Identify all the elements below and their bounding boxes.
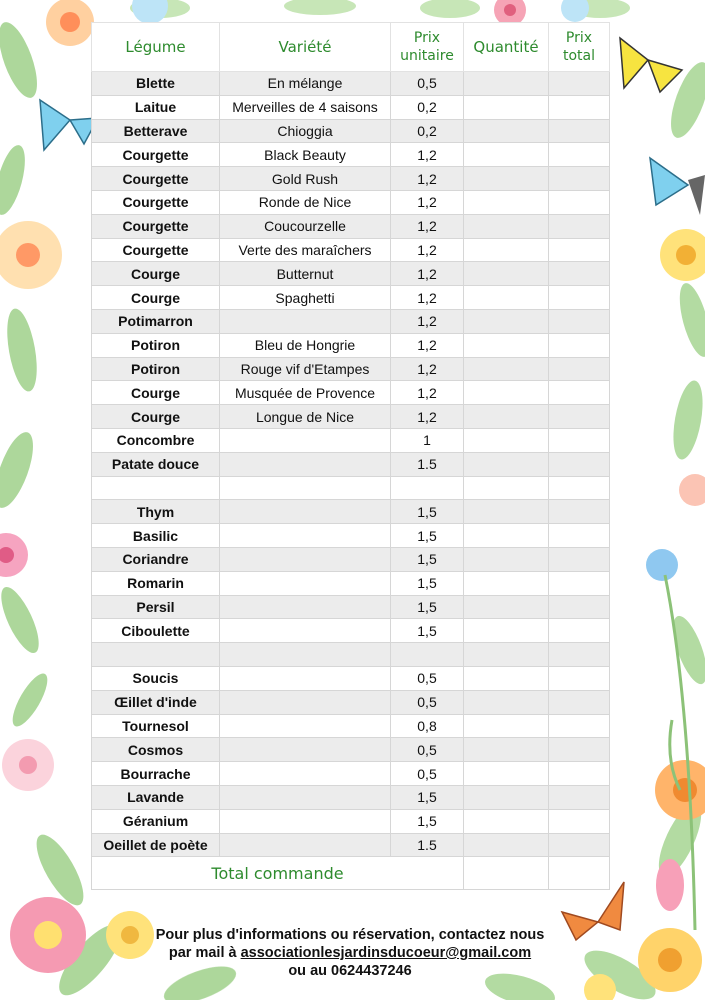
quantite-cell[interactable] <box>464 643 549 667</box>
quantite-cell[interactable] <box>464 809 549 833</box>
header-prix-total-line2: total <box>562 48 595 64</box>
quantite-cell[interactable] <box>464 738 549 762</box>
variete-cell: Verte des maraîchers <box>220 238 391 262</box>
header-quantite: Quantité <box>464 23 549 72</box>
table-row <box>92 571 610 595</box>
legume-cell: Potimarron <box>92 309 220 333</box>
quantite-cell[interactable] <box>464 547 549 571</box>
legume-cell: Cosmos <box>92 738 220 762</box>
quantite-cell[interactable] <box>464 833 549 857</box>
legume-cell: Courgette <box>92 190 220 214</box>
legume-cell: Courgette <box>92 143 220 167</box>
prix-unitaire-cell: 0,5 <box>391 762 464 786</box>
prix-unitaire-cell: 1,2 <box>391 214 464 238</box>
prix-total-cell[interactable] <box>549 286 610 310</box>
prix-unitaire-cell: 0,8 <box>391 714 464 738</box>
legume-cell: Oeillet de poète <box>92 833 220 857</box>
variete-cell <box>220 643 391 667</box>
header-prix-unitaire-line1: Prix <box>413 30 441 46</box>
quantite-cell[interactable] <box>464 476 549 500</box>
legume-cell: Thym <box>92 500 220 524</box>
prix-unitaire-cell: 1,5 <box>391 595 464 619</box>
variete-cell: Bleu de Hongrie <box>220 333 391 357</box>
quantite-cell[interactable] <box>464 500 549 524</box>
table-row <box>92 547 610 571</box>
footer-line-2 <box>130 944 570 962</box>
legume-cell: Persil <box>92 595 220 619</box>
legume-cell <box>92 643 220 667</box>
prix-unitaire-cell: 1,2 <box>391 262 464 286</box>
variete-cell <box>220 809 391 833</box>
prix-unitaire-cell: 1,5 <box>391 500 464 524</box>
prix-total-cell[interactable] <box>549 524 610 548</box>
table-row <box>92 238 610 262</box>
variete-cell <box>220 833 391 857</box>
header-prix-unitaire-line2: unitaire <box>400 48 454 64</box>
email-link[interactable]: associationlesjardinsducoeur@gmail.com <box>240 945 532 961</box>
prix-total-cell[interactable] <box>549 714 610 738</box>
table-row <box>92 95 610 119</box>
variete-cell <box>220 428 391 452</box>
table-row <box>92 262 610 286</box>
table-row <box>92 381 610 405</box>
prix-total-cell[interactable] <box>549 405 610 429</box>
legume-cell: Potiron <box>92 333 220 357</box>
contact-footer <box>130 926 570 980</box>
prix-total-cell[interactable] <box>549 143 610 167</box>
variete-cell: Merveilles de 4 saisons <box>220 95 391 119</box>
table-row <box>92 428 610 452</box>
quantite-cell[interactable] <box>464 405 549 429</box>
footer-line-3: ou au 0624437246 <box>288 963 412 979</box>
prix-unitaire-cell: 1,2 <box>391 333 464 357</box>
variete-cell: Black Beauty <box>220 143 391 167</box>
quantite-cell[interactable] <box>464 214 549 238</box>
variete-cell <box>220 690 391 714</box>
quantite-cell[interactable] <box>464 357 549 381</box>
variete-cell: Coucourzelle <box>220 214 391 238</box>
prix-unitaire-cell: 1.5 <box>391 452 464 476</box>
legume-cell: Bourrache <box>92 762 220 786</box>
variete-cell: Gold Rush <box>220 167 391 191</box>
table-row <box>92 738 610 762</box>
prix-total-cell[interactable] <box>549 619 610 643</box>
legume-cell: Concombre <box>92 428 220 452</box>
legume-cell: Géranium <box>92 809 220 833</box>
table-row <box>92 309 610 333</box>
prix-unitaire-cell: 1,2 <box>391 381 464 405</box>
prix-unitaire-cell: 1,5 <box>391 809 464 833</box>
prix-unitaire-cell: 0,5 <box>391 690 464 714</box>
prix-unitaire-cell: 1,2 <box>391 309 464 333</box>
quantite-cell[interactable] <box>464 286 549 310</box>
prix-unitaire-cell: 1,2 <box>391 167 464 191</box>
variete-cell: Chioggia <box>220 119 391 143</box>
prix-total-cell[interactable] <box>549 238 610 262</box>
table-row <box>92 72 610 96</box>
variete-cell: Musquée de Provence <box>220 381 391 405</box>
table-row <box>92 452 610 476</box>
prix-total-cell[interactable] <box>549 500 610 524</box>
prix-unitaire-cell: 0,5 <box>391 738 464 762</box>
table-row <box>92 333 610 357</box>
quantite-cell[interactable] <box>464 95 549 119</box>
table-row <box>92 809 610 833</box>
prix-unitaire-cell: 1.5 <box>391 833 464 857</box>
prix-total-cell[interactable] <box>549 381 610 405</box>
prix-unitaire-cell: 1,2 <box>391 190 464 214</box>
quantite-cell[interactable] <box>464 619 549 643</box>
quantite-cell[interactable] <box>464 524 549 548</box>
variete-cell: Butternut <box>220 262 391 286</box>
table-row <box>92 143 610 167</box>
variete-cell: Spaghetti <box>220 286 391 310</box>
quantite-cell[interactable] <box>464 238 549 262</box>
table-row <box>92 190 610 214</box>
legume-cell: Courge <box>92 405 220 429</box>
prix-total-cell[interactable] <box>549 167 610 191</box>
prix-unitaire-cell <box>391 643 464 667</box>
legume-cell: Tournesol <box>92 714 220 738</box>
table-row <box>92 286 610 310</box>
footer-line-1: Pour plus d'informations ou réservation, contactez nous <box>155 927 545 943</box>
prix-unitaire-cell: 1,2 <box>391 143 464 167</box>
legume-cell: Courgette <box>92 238 220 262</box>
quantite-cell[interactable] <box>464 262 549 286</box>
prix-unitaire-cell: 1,5 <box>391 547 464 571</box>
prix-unitaire-cell: 1 <box>391 428 464 452</box>
prix-unitaire-cell: 1,2 <box>391 286 464 310</box>
prix-total-cell[interactable] <box>549 595 610 619</box>
table-header-row <box>92 23 610 72</box>
prix-unitaire-cell: 1,5 <box>391 571 464 595</box>
table-row <box>92 785 610 809</box>
table-row <box>92 762 610 786</box>
variete-cell <box>220 524 391 548</box>
variete-cell: Longue de Nice <box>220 405 391 429</box>
legume-cell: Patate douce <box>92 452 220 476</box>
price-table <box>91 22 610 890</box>
prix-total-cell[interactable] <box>549 190 610 214</box>
quantite-cell[interactable] <box>464 452 549 476</box>
legume-cell: Potiron <box>92 357 220 381</box>
quantite-cell[interactable] <box>464 428 549 452</box>
prix-unitaire-cell: 1,2 <box>391 357 464 381</box>
prix-total-cell[interactable] <box>549 666 610 690</box>
quantite-cell[interactable] <box>464 119 549 143</box>
table-row <box>92 476 610 500</box>
legume-cell: Courgette <box>92 214 220 238</box>
legume-cell: Courge <box>92 262 220 286</box>
variete-cell: Rouge vif d'Etampes <box>220 357 391 381</box>
quantite-cell[interactable] <box>464 143 549 167</box>
total-row <box>92 857 610 890</box>
legume-cell: Soucis <box>92 666 220 690</box>
table-row <box>92 666 610 690</box>
variete-cell <box>220 547 391 571</box>
variete-cell <box>220 738 391 762</box>
header-prix-total <box>549 23 610 72</box>
table-row <box>92 500 610 524</box>
prix-total-cell[interactable] <box>549 214 610 238</box>
prix-total-cell[interactable] <box>549 738 610 762</box>
quantite-cell[interactable] <box>464 190 549 214</box>
prix-total-cell[interactable] <box>549 690 610 714</box>
prix-total-cell[interactable] <box>549 309 610 333</box>
prix-total-cell[interactable] <box>549 785 610 809</box>
header-legume: Légume <box>92 23 220 72</box>
legume-cell <box>92 476 220 500</box>
table-row <box>92 119 610 143</box>
table-row <box>92 619 610 643</box>
variete-cell <box>220 785 391 809</box>
prix-unitaire-cell: 1,5 <box>391 785 464 809</box>
variete-cell <box>220 476 391 500</box>
quantite-cell[interactable] <box>464 595 549 619</box>
prix-total-cell[interactable] <box>549 476 610 500</box>
quantite-cell[interactable] <box>464 333 549 357</box>
variete-cell <box>220 619 391 643</box>
variete-cell <box>220 452 391 476</box>
prix-unitaire-cell: 1,2 <box>391 238 464 262</box>
total-label: Total commande <box>92 857 464 890</box>
prix-unitaire-cell: 1,5 <box>391 619 464 643</box>
variete-cell <box>220 309 391 333</box>
variete-cell <box>220 762 391 786</box>
quantite-cell[interactable] <box>464 785 549 809</box>
variete-cell: En mélange <box>220 72 391 96</box>
prix-total-cell[interactable] <box>549 452 610 476</box>
legume-cell: Blette <box>92 72 220 96</box>
prix-total-cell[interactable] <box>549 833 610 857</box>
quantite-cell[interactable] <box>464 309 549 333</box>
prix-total-cell[interactable] <box>549 119 610 143</box>
legume-cell: Coriandre <box>92 547 220 571</box>
prix-total-cell[interactable] <box>549 428 610 452</box>
legume-cell: Courge <box>92 381 220 405</box>
quantite-cell[interactable] <box>464 167 549 191</box>
prix-total-cell[interactable] <box>549 72 610 96</box>
order-form <box>91 22 609 890</box>
table-row <box>92 357 610 381</box>
prix-unitaire-cell: 0,5 <box>391 72 464 96</box>
prix-total-cell[interactable] <box>549 547 610 571</box>
variete-cell <box>220 595 391 619</box>
quantite-cell[interactable] <box>464 72 549 96</box>
variete-cell <box>220 500 391 524</box>
prix-unitaire-cell: 0,2 <box>391 119 464 143</box>
table-row <box>92 524 610 548</box>
total-quantity-cell[interactable] <box>464 857 549 890</box>
prix-total-cell[interactable] <box>549 357 610 381</box>
header-prix-unitaire <box>391 23 464 72</box>
prix-total-cell[interactable] <box>549 95 610 119</box>
quantite-cell[interactable] <box>464 666 549 690</box>
quantite-cell[interactable] <box>464 690 549 714</box>
prix-unitaire-cell: 0,5 <box>391 666 464 690</box>
header-prix-total-line1: Prix <box>565 30 593 46</box>
variete-cell: Ronde de Nice <box>220 190 391 214</box>
table-row <box>92 405 610 429</box>
prix-unitaire-cell: 1,2 <box>391 405 464 429</box>
table-row <box>92 595 610 619</box>
quantite-cell[interactable] <box>464 381 549 405</box>
variete-cell <box>220 666 391 690</box>
variete-cell <box>220 571 391 595</box>
legume-cell: Romarin <box>92 571 220 595</box>
prix-unitaire-cell: 0,2 <box>391 95 464 119</box>
total-price-cell[interactable] <box>549 857 610 890</box>
quantite-cell[interactable] <box>464 571 549 595</box>
prix-total-cell[interactable] <box>549 809 610 833</box>
prix-unitaire-cell <box>391 476 464 500</box>
legume-cell: Lavande <box>92 785 220 809</box>
prix-total-cell[interactable] <box>549 571 610 595</box>
prix-unitaire-cell: 1,5 <box>391 524 464 548</box>
table-row <box>92 167 610 191</box>
table-row <box>92 214 610 238</box>
header-variete: Variété <box>220 23 391 72</box>
legume-cell: Ciboulette <box>92 619 220 643</box>
quantite-cell[interactable] <box>464 762 549 786</box>
table-row <box>92 690 610 714</box>
legume-cell: Basilic <box>92 524 220 548</box>
legume-cell: Betterave <box>92 119 220 143</box>
legume-cell: Courge <box>92 286 220 310</box>
table-row <box>92 643 610 667</box>
prix-total-cell[interactable] <box>549 643 610 667</box>
table-row <box>92 714 610 738</box>
legume-cell: Œillet d'inde <box>92 690 220 714</box>
prix-total-cell[interactable] <box>549 762 610 786</box>
table-row <box>92 833 610 857</box>
legume-cell: Laitue <box>92 95 220 119</box>
legume-cell: Courgette <box>92 167 220 191</box>
quantite-cell[interactable] <box>464 714 549 738</box>
variete-cell <box>220 714 391 738</box>
prix-total-cell[interactable] <box>549 333 610 357</box>
footer-mail-prefix: par mail à <box>168 945 241 961</box>
prix-total-cell[interactable] <box>549 262 610 286</box>
